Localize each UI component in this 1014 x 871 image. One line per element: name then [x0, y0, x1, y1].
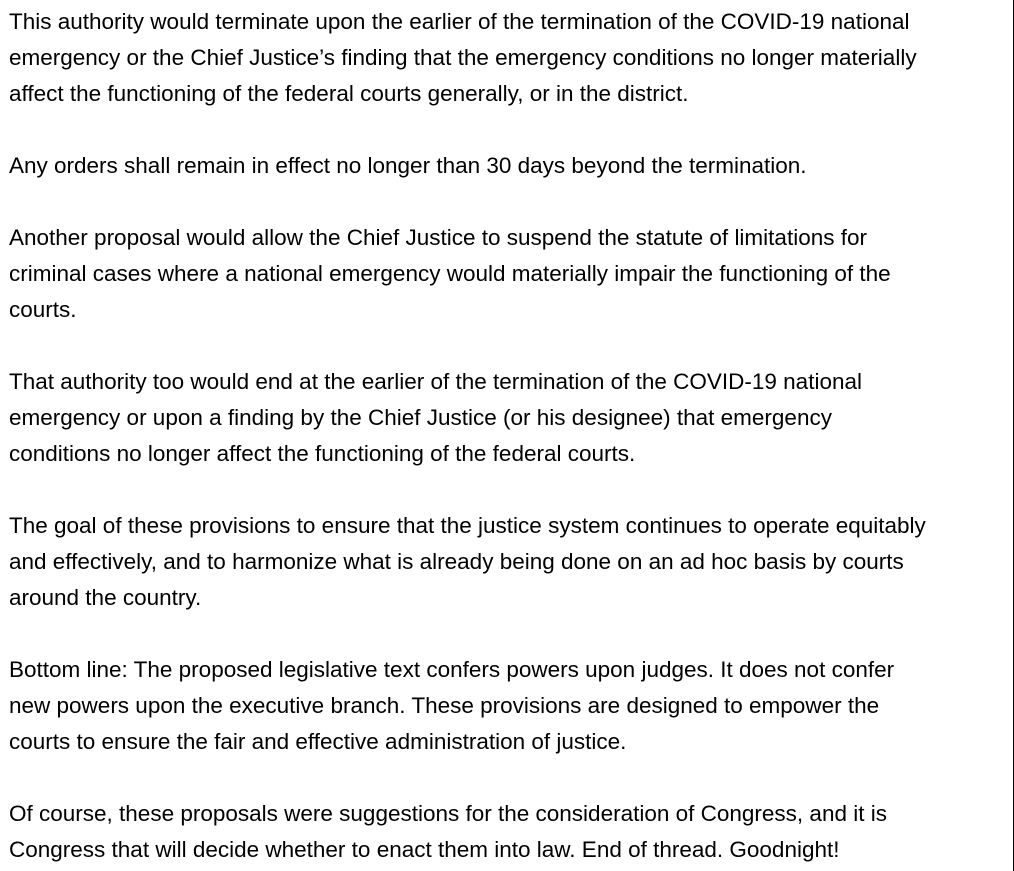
text-line: criminal cases where a national emergency would materially impair the functioning of the: [9, 261, 891, 286]
text-line: This authority would terminate upon the earlier of the termination of the COVID-19 national: [9, 9, 910, 34]
paragraph-bottom-line: [9, 652, 1012, 760]
text-line: new powers upon the executive branch. These provisions are designed to empower the: [9, 693, 880, 718]
text-line: emergency or upon a finding by the Chief Justice (or his designee) that emergency: [9, 405, 832, 430]
paragraph-authority-end: [9, 364, 1012, 472]
text-line: That authority too would end at the earlier of the termination of the COVID-19 national: [9, 369, 862, 394]
paragraph-goal: [9, 508, 1012, 616]
text-line: affect the functioning of the federal courts generally, or in the district.: [9, 81, 689, 106]
text-line: emergency or the Chief Justice’s finding that the emergency conditions no longer materially: [9, 45, 917, 70]
paragraph-termination-authority: [9, 4, 1012, 112]
text-line: Another proposal would allow the Chief Justice to suspend the statute of limitations for: [9, 225, 867, 250]
paragraph-orders-duration: [9, 148, 1012, 184]
text-line: courts to ensure the fair and effective administration of justice.: [9, 729, 627, 754]
text-line: Bottom line: The proposed legislative text confers powers upon judges. It does not confer: [9, 657, 895, 682]
text-line: Congress that will decide whether to enact them into law. End of thread. Goodnight!: [9, 837, 840, 862]
text-line: conditions no longer affect the functioning of the federal courts.: [9, 441, 636, 466]
paragraph-conclusion: [9, 796, 1012, 868]
paragraph-statute-of-limitations: [9, 220, 1012, 328]
text-line: and effectively, and to harmonize what is already being done on an ad hoc basis by courts: [9, 549, 904, 574]
text-line: Any orders shall remain in effect no longer than 30 days beyond the termination.: [9, 153, 807, 178]
text-line: around the country.: [9, 585, 202, 610]
text-line: Of course, these proposals were suggestions for the consideration of Congress, and it is: [9, 801, 887, 826]
text-line: The goal of these provisions to ensure that the justice system continues to operate equitably: [9, 513, 926, 538]
document-text: [9, 4, 1012, 868]
text-line: courts.: [9, 297, 77, 322]
